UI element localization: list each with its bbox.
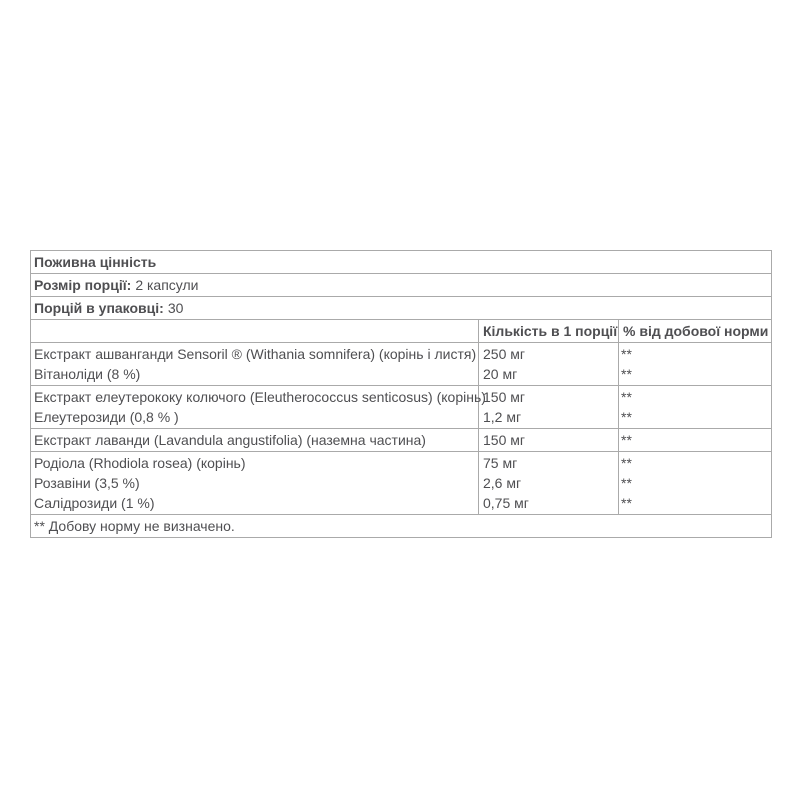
amount-column-header: Кількість в 1 порції <box>479 320 619 343</box>
ingredient-name: Екстракт ашванганди Sensoril ® (Withania somnifera) (корінь і листя) <box>34 346 477 362</box>
amount-value: 0,75 мг <box>483 495 529 511</box>
ingredient-amounts <box>479 386 619 429</box>
amount-value: 250 мг <box>483 346 525 362</box>
ingredient-name: Вітаноліди (8 %) <box>34 366 141 382</box>
ingredient-name: Салідрозиди (1 %) <box>34 495 155 511</box>
column-header-row <box>31 320 772 343</box>
servings-per-pack-cell <box>31 297 772 320</box>
servings-per-pack-row <box>31 297 772 320</box>
serving-size-label: Розмір порції: <box>34 277 132 293</box>
ingredient-daily-values <box>619 452 772 515</box>
ingredient-amounts <box>479 452 619 515</box>
ingredient-name: Елеутерозиди (0,8 % ) <box>34 409 179 425</box>
footnote-row <box>31 515 772 538</box>
ingredient-group-row <box>31 386 772 429</box>
daily-value-column-header: % від добової норми <box>619 320 772 343</box>
daily-value: ** <box>621 455 632 471</box>
amount-value: 150 мг <box>483 432 525 448</box>
daily-value: ** <box>621 495 632 511</box>
ingredient-names <box>31 386 486 429</box>
ingredient-group-row <box>31 429 772 452</box>
ingredient-group-row <box>31 343 772 386</box>
daily-value: ** <box>621 346 632 362</box>
footnote: ** Добову норму не визначено. <box>31 515 772 538</box>
daily-value: ** <box>621 389 632 405</box>
daily-value: ** <box>621 409 632 425</box>
servings-per-pack-value: 30 <box>167 300 184 316</box>
table-title: Поживна цінність <box>31 251 772 274</box>
daily-value: ** <box>621 432 632 448</box>
ingredient-names <box>31 452 479 515</box>
title-row <box>31 251 772 274</box>
amount-value: 20 мг <box>483 366 518 382</box>
ingredient-daily-values <box>619 429 772 452</box>
empty-header-cell <box>31 320 479 343</box>
daily-value: ** <box>621 475 632 491</box>
ingredient-name: Родіола (Rhodiola rosea) (корінь) <box>34 455 246 471</box>
ingredient-daily-values <box>619 343 772 386</box>
amount-value: 2,6 мг <box>483 475 522 491</box>
nutrition-facts-table <box>30 250 772 538</box>
servings-per-pack-label: Порцій в упаковці: <box>34 300 164 316</box>
serving-size-cell <box>31 274 772 297</box>
ingredient-daily-values <box>619 386 772 429</box>
amount-value: 75 мг <box>483 455 518 471</box>
ingredient-group-row <box>31 452 772 515</box>
daily-value: ** <box>621 366 632 382</box>
ingredient-name: Екстракт лаванди (Lavandula angustifolia) (наземна частина) <box>34 432 426 448</box>
serving-size-value: 2 капсули <box>135 277 199 293</box>
ingredient-names <box>31 343 479 386</box>
ingredient-name: Екстракт елеутерококу колючого (Eleutherococcus senticosus) (корінь) <box>34 389 486 405</box>
amount-value: 150 мг <box>483 389 525 405</box>
ingredient-amounts <box>479 429 619 452</box>
serving-size-row <box>31 274 772 297</box>
ingredient-names <box>31 429 479 452</box>
ingredient-name: Розавіни (3,5 %) <box>34 475 140 491</box>
amount-value: 1,2 мг <box>483 409 522 425</box>
ingredient-amounts <box>479 343 619 386</box>
